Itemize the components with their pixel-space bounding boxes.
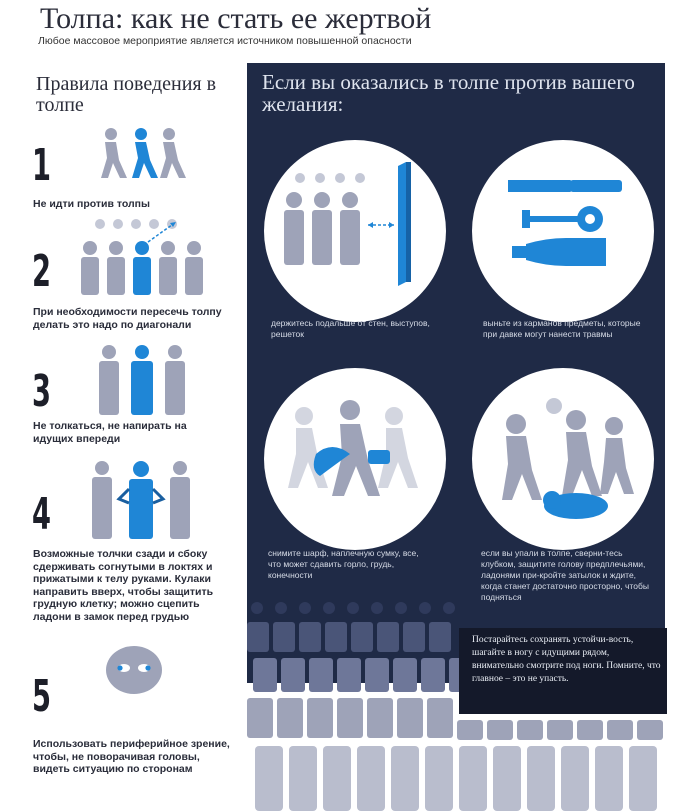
tip-text-scarf: снимите шарф, наплечную сумку, все, что может сдавить горло, грудь, конечности (268, 548, 419, 580)
scarf-bag-icon (264, 368, 446, 550)
walking-people-icon (95, 125, 187, 195)
protective-stance-icon (88, 459, 194, 541)
rule-number-3: 3 (32, 366, 51, 417)
rule-text-2: При необходимости пересечь толпу делать это надо по диагонали (33, 306, 222, 331)
rule-text-3: Не толкаться, не напирать на идущих впереди (33, 420, 187, 445)
tip-text-pockets: выньте из карманов предметы, которые при давке могут нанести травмы (483, 318, 641, 339)
rules-heading: Правила поведения в толпе (36, 73, 217, 116)
rule-number-2: 2 (32, 246, 51, 297)
tip-illustration-fallen (472, 368, 654, 550)
callout-text: Постарайтесь сохранять устойчи-вость, шагайте в ногу с идущими рядом, внимательно смотрите под ноги. Помните, что главное – это не упасть. (472, 635, 661, 684)
tip-illustration-scarf (264, 368, 446, 550)
tip-text-fallen: если вы упали в толпе, сверни-тесь клубком, защитите голову предплечьями, ладонями при-кройте затылок и ждите, когда станет достаточно просторно, чтобы подняться (481, 548, 649, 602)
dangerous-items-icon (472, 140, 654, 322)
page-subtitle: Любое массовое мероприятие является источником повышенной опасности (38, 35, 412, 47)
wall-distance-icon (264, 140, 446, 322)
page-title: Толпа: как не стать ее жертвой (40, 2, 432, 35)
peripheral-vision-icon (104, 645, 164, 695)
crowd-diagonal-icon (78, 214, 208, 296)
tip-illustration-pockets (472, 140, 654, 322)
rule-text-1: Не идти против толпы (33, 198, 150, 210)
rule-number-1: 1 (32, 140, 51, 191)
curled-person-icon (472, 368, 654, 550)
rule-text-4: Возможные толчки сзади и сбоку сдерживать согнутыми в локтях и прижатыми к телу руками. Кулаки направить вверх, чтобы защитить грудную клетку; можно сцепить ладони в замок перед грудью (33, 548, 214, 623)
tip-illustration-walls (264, 140, 446, 322)
rule-number-5: 5 (32, 671, 51, 722)
rule-text-5: Использовать периферийное зрение, чтобы, не поворачивая головы, видеть ситуацию по сторонам (33, 738, 230, 775)
people-standing-icon (95, 343, 191, 415)
rule-number-4: 4 (32, 489, 51, 540)
tip-text-walls: держитесь подальше от стен, выступов, решеток (271, 318, 430, 339)
panel-heading: Если вы оказались в толпе против вашего желания: (262, 70, 635, 116)
